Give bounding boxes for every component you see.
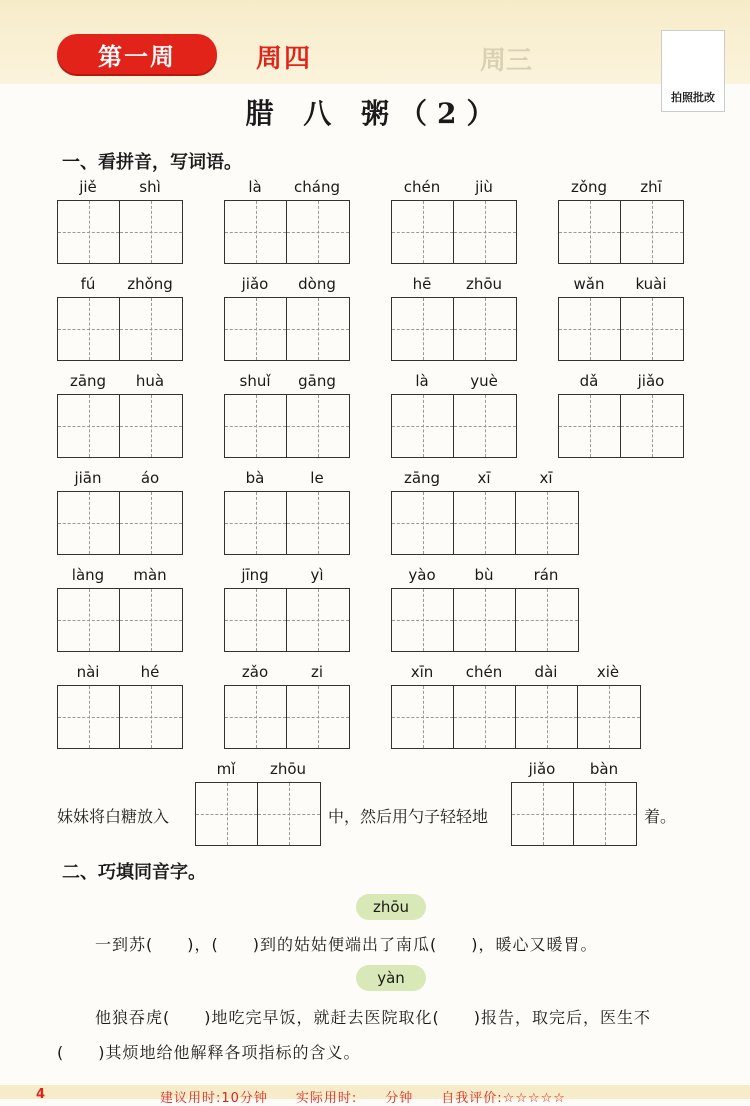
pinyin-label: gāng <box>298 372 336 390</box>
pinyin-label: xī <box>477 469 491 487</box>
pinyin-label: jiǎo <box>637 372 665 390</box>
answer-boxes[interactable] <box>224 588 350 652</box>
week-badge: 第一周 <box>57 34 217 74</box>
pinyin-label: jiù <box>475 178 493 196</box>
pinyin-label: fú <box>80 275 96 293</box>
answer-boxes[interactable] <box>224 200 350 264</box>
pinyin-label: zāng <box>403 469 441 487</box>
pinyin-label: xī <box>539 469 553 487</box>
answer-boxes[interactable] <box>391 200 517 264</box>
word-item <box>224 275 350 361</box>
pinyin-label: zhōu <box>465 275 503 293</box>
answer-boxes[interactable] <box>391 588 579 652</box>
answer-cell[interactable] <box>392 492 454 554</box>
sentence-word-b <box>511 760 637 846</box>
pinyin-label: bà <box>245 469 265 487</box>
answer-boxes[interactable] <box>391 491 579 555</box>
sentence-part1: 妹妹将白糖放入 <box>57 807 170 826</box>
pinyin-label: zhōu <box>269 760 307 778</box>
answer-boxes[interactable] <box>224 297 350 361</box>
word-item <box>558 372 684 458</box>
answer-cell[interactable] <box>621 395 683 457</box>
answer-cell[interactable] <box>120 589 182 651</box>
answer-boxes[interactable] <box>224 491 350 555</box>
answer-cell[interactable] <box>287 201 349 263</box>
word-item <box>391 566 579 652</box>
pinyin-label: shì <box>139 178 161 196</box>
answer-boxes[interactable] <box>57 297 183 361</box>
pinyin-label: chén <box>465 663 503 681</box>
answer-cell[interactable] <box>225 686 287 748</box>
answer-cell[interactable] <box>454 589 516 651</box>
answer-cell[interactable] <box>287 492 349 554</box>
pinyin-label: jiān <box>74 469 102 487</box>
pinyin-label: zhī <box>640 178 662 196</box>
word-item <box>224 178 350 264</box>
pinyin-label: wǎn <box>573 275 605 293</box>
pinyin-label: dòng <box>298 275 336 293</box>
word-item <box>391 663 641 749</box>
pinyin-bubble: yàn <box>356 965 426 991</box>
answer-cell[interactable] <box>287 589 349 651</box>
answer-cell[interactable] <box>58 589 120 651</box>
fill-line[interactable]: 他狼吞虎( )地吃完早饭，就赶去医院取化( )报告，取完后，医生不 <box>95 1008 651 1027</box>
pinyin-label: zǎo <box>241 663 269 681</box>
word-item <box>391 372 517 458</box>
answer-boxes[interactable] <box>57 200 183 264</box>
word-item <box>57 372 183 458</box>
answer-cell[interactable] <box>196 783 258 845</box>
answer-cell[interactable] <box>120 201 182 263</box>
answer-cell[interactable] <box>225 298 287 360</box>
fill-line[interactable]: ( )其烦地给他解释各项指标的含义。 <box>57 1043 361 1062</box>
answer-cell[interactable] <box>559 395 621 457</box>
word-item <box>224 566 350 652</box>
pinyin-label: kuài <box>635 275 667 293</box>
pinyin-label: là <box>248 178 262 196</box>
answer-cell[interactable] <box>258 783 320 845</box>
answer-boxes[interactable] <box>558 297 684 361</box>
answer-cell[interactable] <box>120 395 182 457</box>
answer-boxes[interactable] <box>391 297 517 361</box>
answer-boxes[interactable] <box>558 394 684 458</box>
day-label: 周四 <box>256 44 313 74</box>
word-item <box>391 178 517 264</box>
answer-cell[interactable] <box>225 201 287 263</box>
pinyin-label: zǒng <box>570 178 608 196</box>
answer-cell[interactable] <box>58 492 120 554</box>
answer-cell[interactable] <box>225 589 287 651</box>
footer-text: 建议用时:10分钟 实际用时: 分钟 自我评价:☆☆☆☆☆ <box>160 1091 566 1106</box>
answer-boxes[interactable] <box>57 491 183 555</box>
pinyin-label: dǎ <box>579 372 599 390</box>
word-item <box>57 663 183 749</box>
section2-heading: 二、巧填同音字。 <box>62 862 206 883</box>
pinyin-label: hé <box>140 663 160 681</box>
answer-cell[interactable] <box>574 783 636 845</box>
pinyin-label: dài <box>534 663 558 681</box>
pinyin-label: le <box>310 469 324 487</box>
answer-cell[interactable] <box>512 783 574 845</box>
word-item <box>558 275 684 361</box>
answer-cell[interactable] <box>225 492 287 554</box>
word-item <box>391 275 517 361</box>
answer-cell[interactable] <box>559 298 621 360</box>
answer-cell[interactable] <box>454 395 516 457</box>
answer-cell[interactable] <box>454 686 516 748</box>
sentence-part3: 着。 <box>644 807 677 826</box>
answer-cell[interactable] <box>516 686 578 748</box>
pinyin-label: áo <box>140 469 160 487</box>
pinyin-label: jiě <box>79 178 97 196</box>
pinyin-label: xīn <box>410 663 434 681</box>
answer-cell[interactable] <box>516 589 578 651</box>
answer-boxes[interactable] <box>195 782 321 846</box>
word-item <box>391 469 579 555</box>
answer-cell[interactable] <box>454 492 516 554</box>
answer-boxes[interactable] <box>391 685 641 749</box>
pinyin-label: zhǒng <box>127 275 173 293</box>
pinyin-label: mǐ <box>216 760 236 778</box>
answer-cell[interactable] <box>287 395 349 457</box>
pinyin-label: yào <box>408 566 436 584</box>
pinyin-bubble: zhōu <box>356 894 426 920</box>
answer-boxes[interactable] <box>391 394 517 458</box>
answer-cell[interactable] <box>621 201 683 263</box>
page-title: 腊 八 粥（2） <box>245 97 505 130</box>
pinyin-label: màn <box>133 566 167 584</box>
pinyin-label: bù <box>474 566 494 584</box>
word-item <box>558 178 684 264</box>
answer-cell[interactable] <box>392 589 454 651</box>
pinyin-label: jiǎo <box>241 275 269 293</box>
word-item <box>57 178 183 264</box>
answer-cell[interactable] <box>58 686 120 748</box>
answer-boxes[interactable] <box>57 394 183 458</box>
answer-cell[interactable] <box>58 395 120 457</box>
pinyin-label: xiè <box>596 663 620 681</box>
pinyin-label: là <box>415 372 429 390</box>
answer-cell[interactable] <box>621 298 683 360</box>
word-item <box>57 469 183 555</box>
answer-boxes[interactable] <box>558 200 684 264</box>
answer-boxes[interactable] <box>57 685 183 749</box>
section1-heading: 一、看拼音，写词语。 <box>62 152 242 173</box>
pinyin-label: zi <box>310 663 324 681</box>
ghost-day-text: 周三 <box>480 46 533 76</box>
word-item <box>57 566 183 652</box>
answer-boxes[interactable] <box>224 685 350 749</box>
sentence-word-a <box>195 760 321 846</box>
pinyin-label: jiǎo <box>528 760 556 778</box>
answer-boxes[interactable] <box>224 394 350 458</box>
answer-cell[interactable] <box>559 201 621 263</box>
photo-grading-label: 拍照批改 <box>671 91 715 104</box>
word-item <box>57 275 183 361</box>
pinyin-label: zāng <box>69 372 107 390</box>
answer-cell[interactable] <box>287 686 349 748</box>
pinyin-label: làng <box>71 566 105 584</box>
answer-cell[interactable] <box>454 298 516 360</box>
pinyin-label: shuǐ <box>239 372 271 390</box>
pinyin-label: yuè <box>470 372 498 390</box>
answer-cell[interactable] <box>120 492 182 554</box>
pinyin-label: yì <box>310 566 324 584</box>
word-item <box>224 663 350 749</box>
pinyin-label: cháng <box>294 178 340 196</box>
answer-cell[interactable] <box>58 298 120 360</box>
answer-cell[interactable] <box>578 686 640 748</box>
pinyin-label: rán <box>533 566 559 584</box>
answer-boxes[interactable] <box>511 782 637 846</box>
answer-boxes[interactable] <box>57 588 183 652</box>
answer-cell[interactable] <box>225 395 287 457</box>
pinyin-label: huà <box>135 372 165 390</box>
sentence-part2: 中，然后用勺子轻轻地 <box>328 807 489 826</box>
pinyin-label: chén <box>403 178 441 196</box>
word-item <box>224 469 350 555</box>
page-number: 4 <box>36 1087 46 1102</box>
pinyin-label: jīng <box>241 566 269 584</box>
answer-cell[interactable] <box>392 201 454 263</box>
answer-cell[interactable] <box>516 492 578 554</box>
answer-cell[interactable] <box>287 298 349 360</box>
word-item <box>224 372 350 458</box>
fill-line[interactable]: 一到苏( )，( )到的姑姑便端出了南瓜( )，暖心又暖胃。 <box>95 935 598 954</box>
answer-cell[interactable] <box>120 298 182 360</box>
answer-cell[interactable] <box>392 686 454 748</box>
answer-cell[interactable] <box>392 298 454 360</box>
pinyin-label: bàn <box>589 760 619 778</box>
answer-cell[interactable] <box>120 686 182 748</box>
pinyin-label: nài <box>76 663 100 681</box>
answer-cell[interactable] <box>392 395 454 457</box>
answer-cell[interactable] <box>58 201 120 263</box>
answer-cell[interactable] <box>454 201 516 263</box>
pinyin-label: hē <box>412 275 432 293</box>
